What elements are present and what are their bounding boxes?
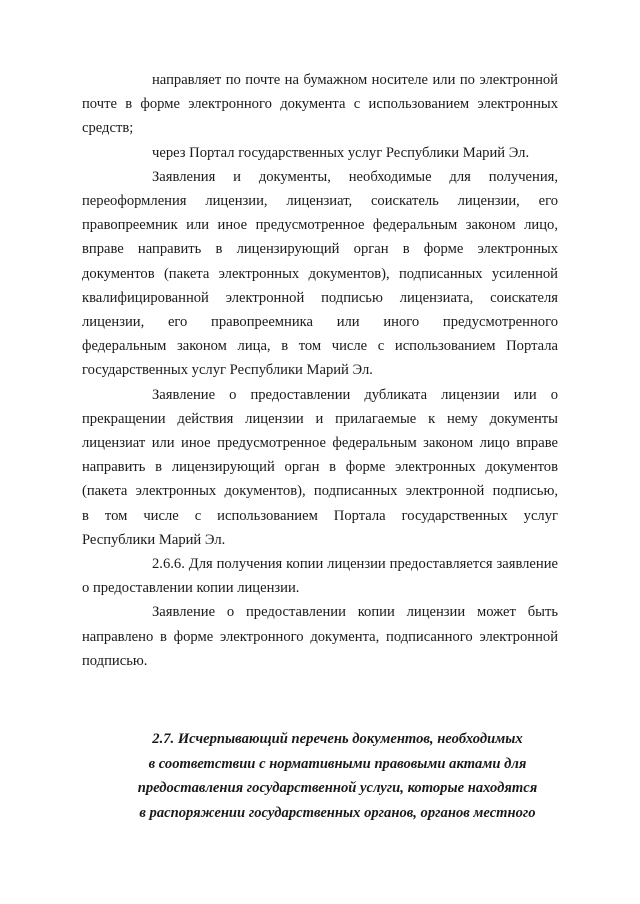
text-line: государственных услуг Республики Марий Эл. (82, 362, 373, 379)
text-line: документов (пакета электронных документов), подписанных усиленной (82, 265, 558, 282)
text-line: через Портал государственных услуг Республики Марий Эл. (152, 144, 530, 161)
text-line: переоформления лицензии, лицензиат, соискатель лицензии, его (82, 193, 558, 210)
text-line: направить в лицензирующий орган в форме электронных документов (82, 459, 558, 476)
paragraph-2-6-6 (82, 552, 558, 600)
text-line: лицензиат или иное предусмотренное федеральным законом лицо вправе (82, 435, 558, 452)
heading-line: 2.7. Исчерпывающий перечень документов, необходимых (152, 731, 523, 747)
body-text (82, 68, 558, 673)
heading-line: в соответствии с нормативными правовыми актами для (148, 755, 527, 772)
heading-line: в распоряжении государственных органов, органов местного (139, 804, 536, 821)
text-line: в том числе с использованием Портала государственных услуг (82, 507, 558, 524)
text-line: Заявление о предоставлении дубликата лицензии или о (152, 386, 558, 403)
section-heading-2-7 (117, 727, 558, 825)
text-line: средств; (82, 120, 134, 137)
text-line: Республики Марий Эл. (82, 531, 226, 548)
text-line: направлено в форме электронного документа, подписанного электронной (82, 628, 558, 645)
text-line: Заявления и документы, необходимые для получения, (152, 168, 558, 185)
text-line: Заявление о предоставлении копии лицензии может быть (152, 604, 558, 621)
text-line: направляет по почте на бумажном носителе или по электронной (152, 72, 558, 88)
paragraph-portal (117, 141, 558, 165)
paragraph-copy-license (82, 600, 558, 673)
text-line: о предоставлении копии лицензии. (82, 580, 300, 597)
text-line: (пакета электронных документов), подписанных электронной подписью, (82, 483, 558, 500)
text-line: федеральным законом лица, в том числе с использованием Портала (82, 338, 558, 355)
text-line: почте в форме электронного документа с использованием электронных (82, 96, 558, 113)
text-line: 2.6.6. Для получения копии лицензии предоставляется заявление (152, 556, 558, 573)
text-line: подписью. (82, 652, 148, 669)
paragraph-duplicate-license (82, 383, 558, 552)
text-line: лицензии, его правопреемника или иного предусмотренного (82, 314, 558, 331)
text-line: прекращении действия лицензии и прилагаемые к нему документы (82, 410, 558, 427)
text-line: квалифицированной электронной подписью лицензиата, соискателя (82, 289, 558, 306)
heading-line: предоставления государственной услуги, которые находятся (137, 780, 538, 797)
text-line: вправе направить в лицензирующий орган в форме электронных (82, 241, 558, 258)
paragraph-submission-methods (82, 68, 558, 141)
text-line: правопреемник или иное предусмотренное федеральным законом лицо, (82, 217, 558, 234)
paragraph-electronic-applications (82, 165, 558, 383)
